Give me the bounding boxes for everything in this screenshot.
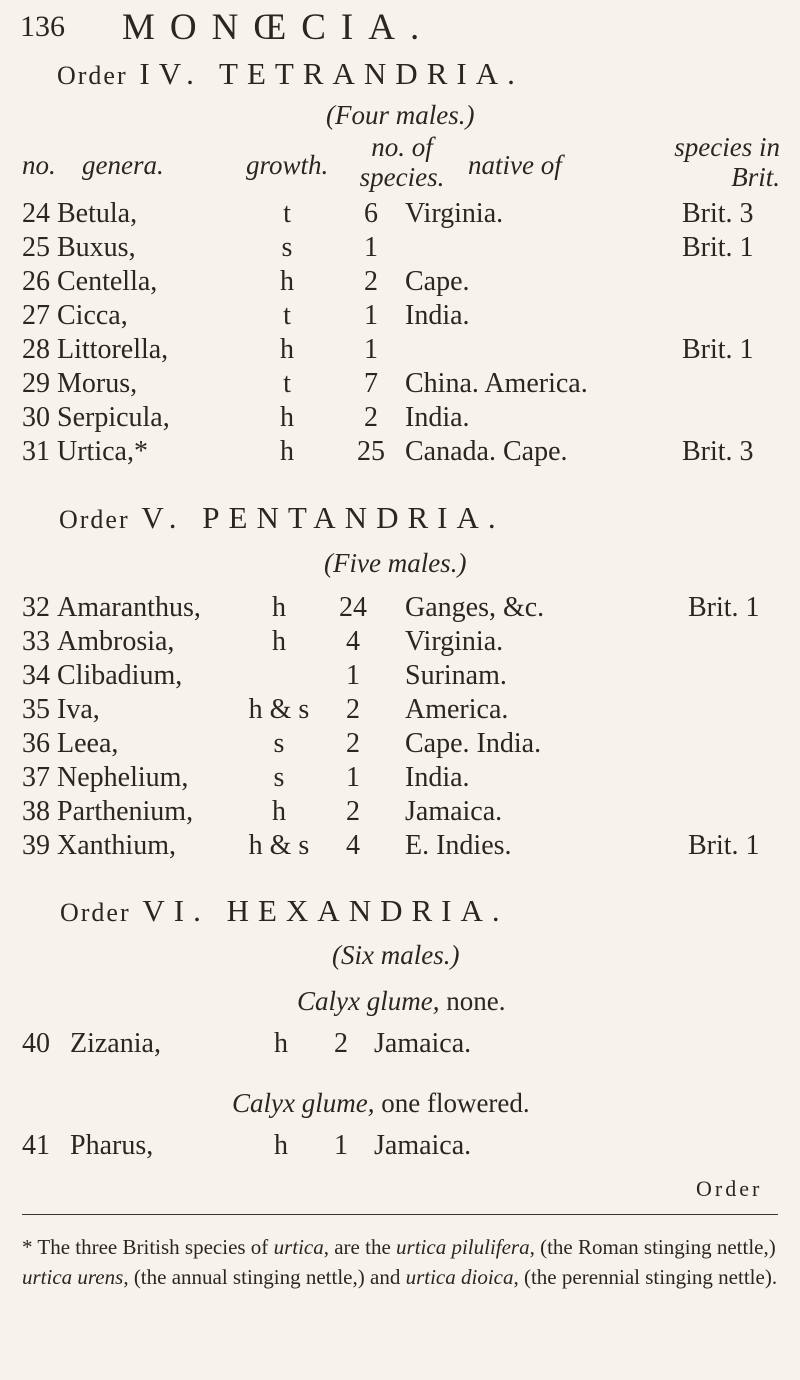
footnote-divider (22, 1214, 778, 1215)
genus-name: Betula, (57, 198, 138, 229)
growth-code: h & s (248, 694, 310, 725)
row-number: 38 (22, 796, 50, 827)
genus-name: Littorella, (57, 334, 169, 365)
row-number: 37 (22, 762, 50, 793)
header-species-in-brit: species in Brit. (674, 132, 780, 192)
row-number: 36 (22, 728, 50, 759)
order-4-subtitle: (Four males.) (326, 100, 475, 130)
growth-code: h (280, 436, 294, 467)
table-row (0, 694, 800, 728)
growth-code: h (280, 334, 294, 365)
row-number: 26 (22, 266, 50, 297)
row-number: 24 (22, 198, 50, 229)
genus-name: Amaranthus, (57, 592, 201, 623)
species-count: 2 (346, 728, 360, 759)
species-count: 1 (364, 334, 378, 365)
order-word: Order (59, 505, 130, 534)
genus-name: Cicca, (57, 300, 128, 331)
row-number: 33 (22, 626, 50, 657)
genus-name: Urtica,* (57, 436, 148, 467)
native-region: America. (405, 694, 509, 725)
row-number: 34 (22, 660, 50, 691)
genus-name: Serpicula, (57, 402, 170, 433)
table-row (0, 198, 800, 232)
growth-code: h & s (248, 830, 310, 861)
table-row (0, 1028, 800, 1062)
running-head: MONŒCIA. (122, 7, 435, 48)
calyx-description: one flowered. (381, 1088, 530, 1118)
native-region: Jamaica. (374, 1130, 472, 1161)
footnote-species: urtica urens (22, 1265, 124, 1289)
native-region: India. (405, 762, 470, 793)
species-count: 2 (346, 796, 360, 827)
species-count: 1 (346, 762, 360, 793)
species-count: 2 (364, 266, 378, 297)
genus-name: Iva, (57, 694, 100, 725)
native-region: Virginia. (405, 626, 504, 657)
row-number: 28 (22, 334, 50, 365)
genus-name: Nephelium, (57, 762, 189, 793)
british-species: Brit. 1 (688, 592, 760, 623)
footnote-species: urtica (273, 1235, 324, 1259)
row-number: 27 (22, 300, 50, 331)
species-count: 1 (334, 1130, 348, 1161)
row-number: 41 (22, 1130, 50, 1161)
order-6-subtitle: (Six males.) (332, 940, 460, 970)
table-row (0, 626, 800, 660)
native-region: E. Indies. (405, 830, 512, 861)
table-row (0, 796, 800, 830)
genus-name: Leea, (57, 728, 119, 759)
table-row (0, 402, 800, 436)
genus-name: Centella, (57, 266, 158, 297)
order-4-title (57, 56, 524, 92)
genus-name: Zizania, (70, 1028, 161, 1059)
growth-code: t (283, 368, 291, 399)
table-row (0, 830, 800, 864)
row-number: 30 (22, 402, 50, 433)
footnote-text: , (the Roman stinging nettle,) (529, 1235, 776, 1259)
species-count: 24 (339, 592, 367, 623)
native-region: Canada. Cape. (405, 436, 568, 467)
footnote-text: , (the annual stinging nettle,) and (123, 1265, 406, 1289)
row-number: 29 (22, 368, 50, 399)
genus-name: Buxus, (57, 232, 136, 263)
native-region: Cape. India. (405, 728, 542, 759)
growth-code: h (280, 402, 294, 433)
species-count: 2 (346, 694, 360, 725)
order-word: Order (57, 61, 128, 90)
genus-name: Morus, (57, 368, 138, 399)
footnote-text: * The three British species of (22, 1235, 274, 1259)
growth-code: s (281, 232, 293, 263)
calyx-label: Calyx glume, (297, 986, 440, 1016)
species-count: 25 (357, 436, 385, 467)
footnote-species: urtica dioica (405, 1265, 514, 1289)
footnote-text: , are the (323, 1235, 397, 1259)
row-number: 35 (22, 694, 50, 725)
species-count: 6 (364, 198, 378, 229)
british-species: Brit. 1 (688, 830, 760, 861)
british-species: Brit. 1 (682, 232, 754, 263)
genus-name: Parthenium, (57, 796, 194, 827)
native-region: India. (405, 300, 470, 331)
genus-name: Pharus, (70, 1130, 154, 1161)
catchword: Order (696, 1176, 763, 1201)
order-6-title (60, 893, 509, 929)
species-count: 2 (364, 402, 378, 433)
order-numeral-title: V. PENTANDRIA. (141, 500, 505, 535)
table-row (0, 334, 800, 368)
growth-code: h (272, 796, 286, 827)
growth-code: h (280, 266, 294, 297)
header-no: no. (22, 150, 56, 180)
table-row (0, 436, 800, 470)
species-count: 7 (364, 368, 378, 399)
genus-name: Clibadium, (57, 660, 183, 691)
genus-name: Xanthium, (57, 830, 176, 861)
growth-code: t (283, 198, 291, 229)
table-row (0, 1130, 800, 1164)
footnote (22, 1232, 778, 1292)
native-region: Cape. (405, 266, 470, 297)
growth-code: h (272, 626, 286, 657)
row-number: 25 (22, 232, 50, 263)
native-region: Ganges, &c. (405, 592, 545, 623)
growth-code: h (274, 1028, 288, 1059)
british-species: Brit. 1 (682, 334, 754, 365)
table-row (0, 300, 800, 334)
table-row (0, 762, 800, 796)
row-number: 32 (22, 592, 50, 623)
row-number: 31 (22, 436, 50, 467)
order-5-subtitle: (Five males.) (324, 548, 467, 578)
species-count: 1 (364, 232, 378, 263)
calyx-description: none. (446, 986, 506, 1016)
order-numeral-title: VI. HEXANDRIA. (142, 893, 509, 928)
calyx-note-1 (297, 986, 505, 1017)
order-5-title (59, 500, 505, 536)
british-species: Brit. 3 (682, 436, 754, 467)
native-region: China. America. (405, 368, 588, 399)
species-count: 4 (346, 830, 360, 861)
calyx-label: Calyx glume, (232, 1088, 375, 1118)
table-row (0, 232, 800, 266)
order-word: Order (60, 898, 131, 927)
header-genera: genera. (82, 150, 164, 180)
species-count: 4 (346, 626, 360, 657)
page-number: 136 (20, 10, 65, 43)
british-species: Brit. 3 (682, 198, 754, 229)
native-region: Jamaica. (374, 1028, 472, 1059)
growth-code: s (273, 728, 285, 759)
table-row (0, 592, 800, 626)
genus-name: Ambrosia, (57, 626, 175, 657)
growth-code: h (272, 592, 286, 623)
species-count: 1 (346, 660, 360, 691)
table-row (0, 368, 800, 402)
calyx-note-2 (232, 1088, 530, 1119)
native-region: Jamaica. (405, 796, 503, 827)
order-numeral-title: IV. TETRANDRIA. (139, 56, 524, 91)
row-number: 39 (22, 830, 50, 861)
header-native-of: native of (468, 150, 562, 180)
header-no-of-species: no. of species. (359, 132, 445, 192)
growth-code: h (274, 1130, 288, 1161)
native-region: Surinam. (405, 660, 507, 691)
native-region: Virginia. (405, 198, 504, 229)
species-count: 1 (364, 300, 378, 331)
table-row (0, 728, 800, 762)
header-growth: growth. (246, 150, 329, 180)
native-region: India. (405, 402, 470, 433)
footnote-text: , (the perennial stinging nettle). (513, 1265, 778, 1289)
row-number: 40 (22, 1028, 50, 1059)
growth-code: t (283, 300, 291, 331)
species-count: 2 (334, 1028, 348, 1059)
table-row (0, 266, 800, 300)
table-row (0, 660, 800, 694)
footnote-species: urtica pilulifera (396, 1235, 530, 1259)
growth-code: s (273, 762, 285, 793)
